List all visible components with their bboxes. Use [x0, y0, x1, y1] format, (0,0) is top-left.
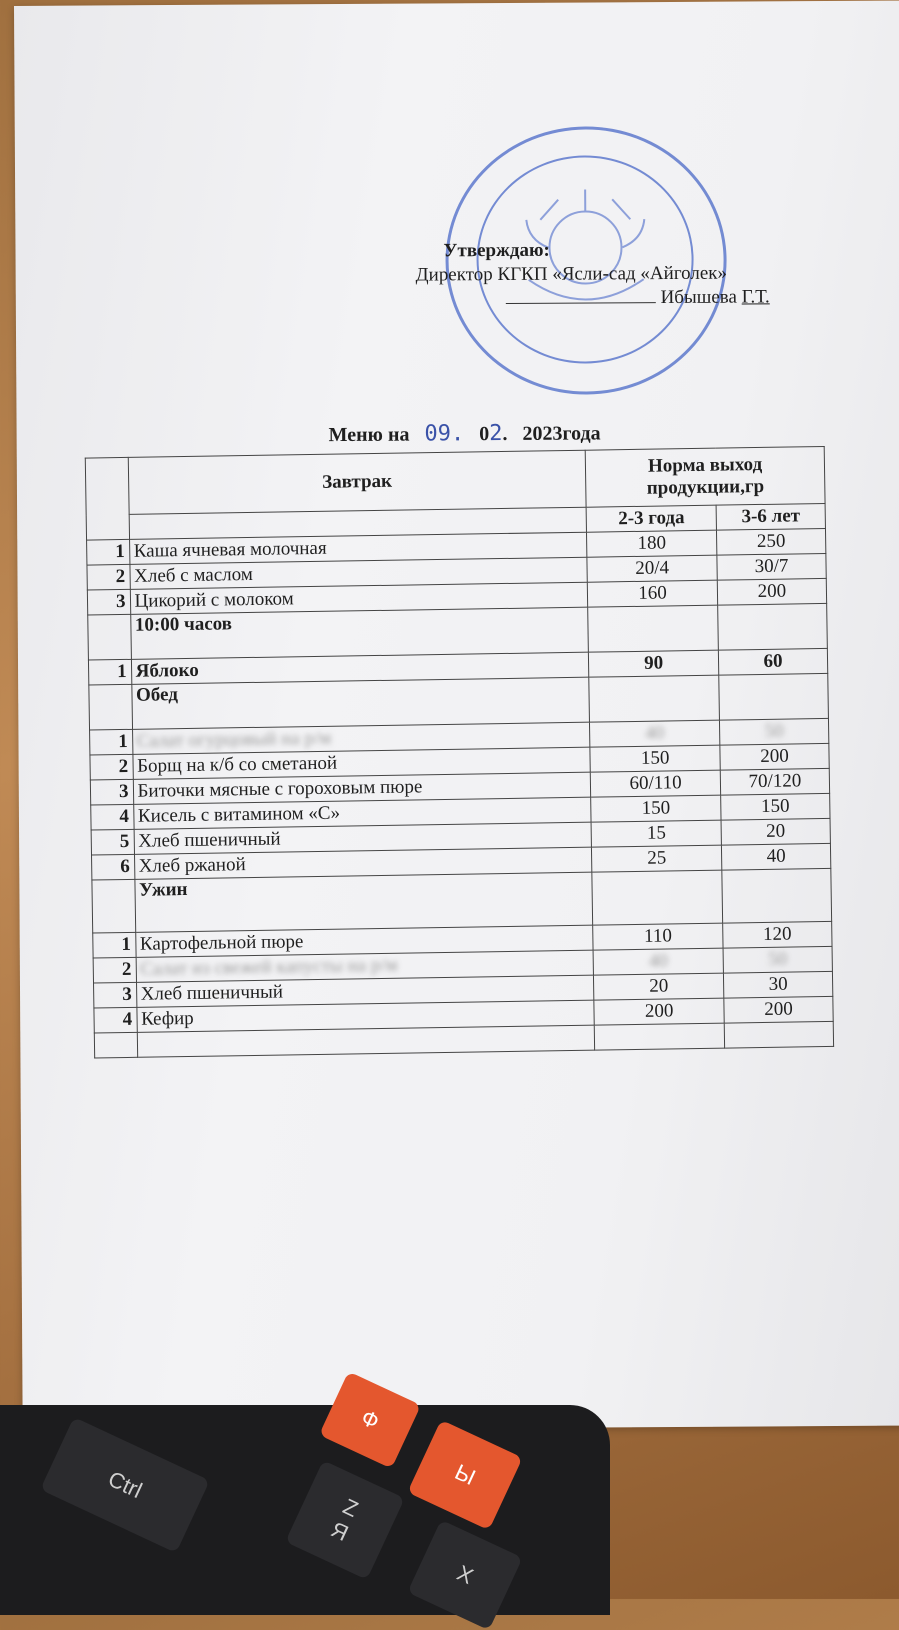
signature-line — [416, 285, 816, 311]
title-prefix: Меню на — [328, 423, 410, 447]
cell-b: 20 — [721, 818, 830, 845]
cell-name: Хлеб с маслом — [129, 557, 587, 589]
cell-b: 120 — [723, 921, 832, 948]
cell-b — [719, 673, 829, 720]
cell-b: 200 — [724, 996, 833, 1023]
cell-a: 40 — [593, 948, 723, 975]
cell-n: 2 — [87, 564, 130, 590]
cell-n: 5 — [91, 829, 134, 855]
approval-block — [415, 237, 815, 311]
cell-b: 50 — [723, 946, 832, 973]
approval-heading: Утверждаю: — [443, 239, 550, 262]
cell-a: 200 — [594, 998, 724, 1025]
cell-name: Биточки мясные с гороховым пюре — [133, 772, 591, 804]
header-age-2: 3-6 лет — [716, 503, 825, 530]
cell-b: 30 — [723, 971, 832, 998]
cell-name: Картофельной пюре — [135, 925, 593, 957]
cell-a: 160 — [588, 580, 718, 607]
f-key: Ф — [319, 1371, 421, 1468]
keyboard — [0, 1405, 610, 1615]
cell-n: 1 — [90, 729, 133, 755]
cell-a — [589, 675, 719, 722]
ctrl-key: Ctrl — [40, 1417, 210, 1553]
cell-n — [89, 684, 132, 730]
cell-n — [92, 879, 135, 933]
signature — [506, 288, 656, 304]
cell-n: 3 — [90, 779, 133, 805]
cell-name: Салат из свежей капусты на р/м — [136, 950, 594, 982]
cell-name: Цикорий с молоком — [130, 582, 588, 614]
header-norm: Норма выход продукции,гр — [585, 446, 825, 507]
cell-a: 40 — [590, 720, 720, 747]
x-key: X — [407, 1520, 522, 1630]
cell-a: 60/110 — [591, 770, 721, 797]
cell-name: Борщ на к/б со сметаной — [132, 747, 590, 779]
cell-b: 200 — [717, 578, 826, 605]
cell-n — [88, 614, 131, 660]
title-year: 2023года — [522, 422, 601, 445]
cell-name: Каша ячневая молочная — [129, 532, 587, 564]
cell-n: 2 — [90, 754, 133, 780]
cell-n: 2 — [93, 957, 136, 983]
cell-n: 1 — [88, 659, 131, 685]
approval-position: Директор КГКП «Ясли-сад «Айголек» — [415, 262, 728, 286]
signer-initials: Г.Т. — [741, 286, 770, 308]
cell-a: 90 — [589, 650, 719, 677]
cell-a: 110 — [593, 923, 723, 950]
cell-n: 1 — [87, 539, 130, 565]
cell-n: 4 — [91, 804, 134, 830]
cell-b: 40 — [721, 843, 830, 870]
cell-n: 4 — [94, 1007, 137, 1033]
cell-a: 150 — [591, 795, 721, 822]
cell-b: 250 — [716, 528, 825, 555]
cell-n: 1 — [93, 932, 136, 958]
z-key: Z Я — [285, 1460, 405, 1580]
cell-b: 200 — [720, 743, 829, 770]
title-day: 09. — [424, 421, 465, 447]
cell-name: Кисель с витамином «С» — [133, 797, 591, 829]
cell-b: 60 — [718, 648, 827, 675]
title-month: 02. — [479, 421, 508, 447]
cell-a: 25 — [592, 845, 722, 872]
page-title — [329, 420, 601, 447]
cell-a — [588, 605, 718, 652]
menu-sheet — [14, 1, 899, 1431]
cell-name: Хлеб пшеничный — [136, 975, 594, 1007]
cell-b — [722, 868, 832, 923]
cell-b — [718, 603, 828, 650]
cell-a: 180 — [587, 530, 717, 557]
cell-name: Хлеб пшеничный — [134, 822, 592, 854]
cell-n: 6 — [92, 854, 135, 880]
cell-a — [592, 870, 723, 925]
signer-name: Ибышева — [660, 286, 737, 309]
header-meal: Завтрак — [128, 450, 587, 514]
cell-name: Обед — [131, 677, 589, 729]
cell-name: Ужин — [134, 872, 592, 932]
header-age-1: 2-3 года — [586, 505, 716, 532]
cell-name: Салат огурцовый на р/м — [132, 722, 590, 754]
cell-a: 15 — [591, 820, 721, 847]
cell-b: 150 — [721, 793, 830, 820]
cell-b: 30/7 — [717, 553, 826, 580]
menu-table — [85, 446, 834, 1059]
cell-name: Хлеб ржаной — [134, 847, 592, 879]
cell-b: 50 — [719, 718, 828, 745]
cell-n: 3 — [94, 982, 137, 1008]
cell-b: 70/120 — [720, 768, 829, 795]
cell-name: Яблоко — [131, 652, 589, 684]
cell-name: Кефир — [136, 1000, 594, 1032]
cell-name: 10:00 часов — [130, 607, 588, 659]
cell-a: 20 — [594, 973, 724, 1000]
cell-a: 150 — [590, 745, 720, 772]
cell-a: 20/4 — [587, 555, 717, 582]
cell-n: 3 — [87, 589, 130, 615]
y-key: Ы — [407, 1420, 522, 1531]
